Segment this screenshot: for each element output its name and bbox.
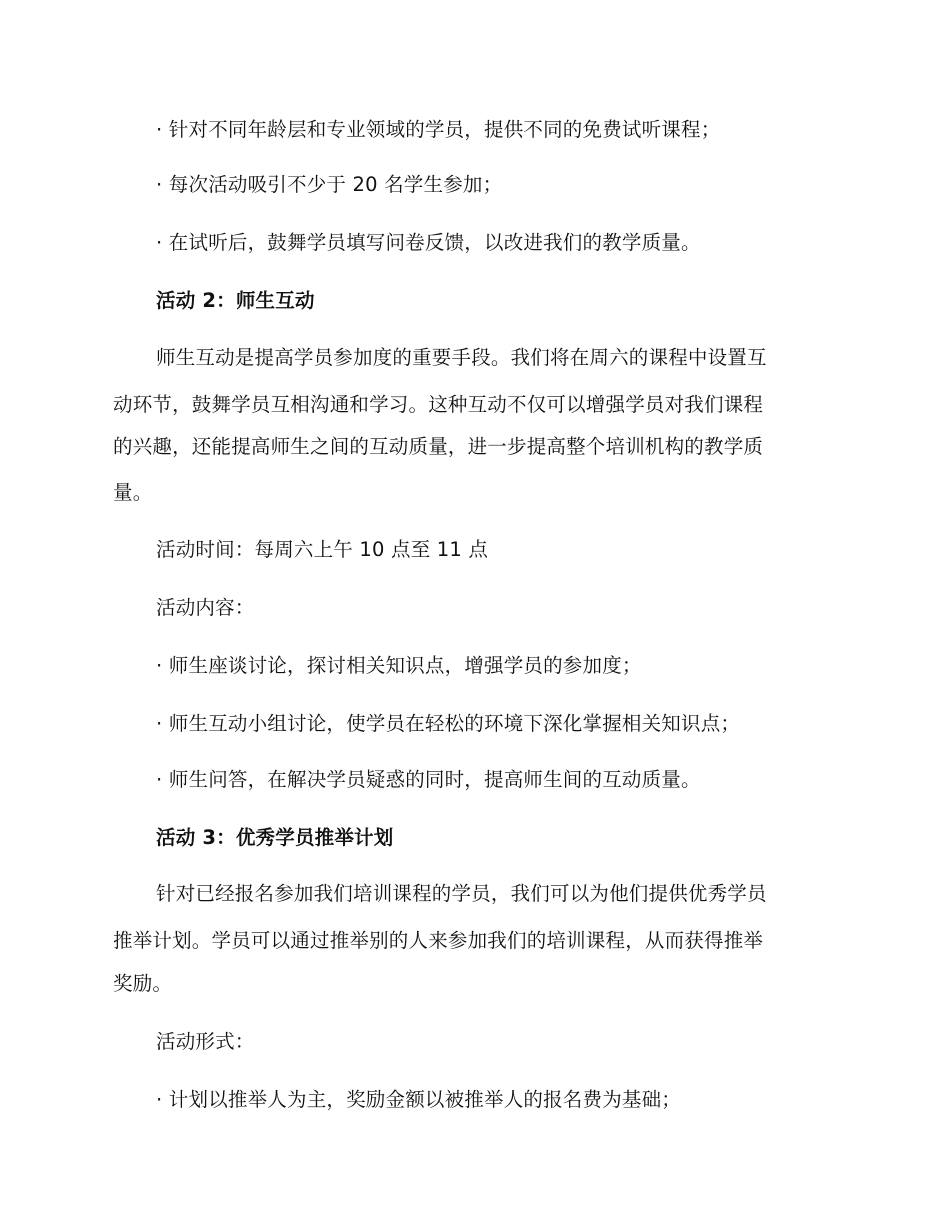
bullet-item: · 针对不同年龄层和专业领域的学员，提供不同的免费试听课程； [156, 118, 721, 141]
bullet-item: · 计划以推举人为主，奖励金额以被推举人的报名费为基础； [156, 1088, 681, 1111]
bullet-item: · 师生问答，在解决学员疑惑的同时，提高师生间的互动质量。 [156, 768, 701, 791]
bullet-item: · 每次活动吸引不少于 20 名学生参加； [156, 173, 503, 196]
section-heading: 活动 3：优秀学员推举计划 [156, 826, 394, 849]
section-heading: 活动 2：师生互动 [156, 289, 315, 312]
paragraph-line: 针对已经报名参加我们培训课程的学员，我们可以为他们提供优秀学员 [156, 882, 767, 905]
paragraph-line: 活动形式： [156, 1030, 255, 1053]
paragraph-line: 奖励。 [113, 972, 173, 995]
paragraph-line: 推举计划。学员可以通过推举别的人来参加我们的培训课程，从而获得推举 [113, 929, 764, 952]
paragraph-line: 量。 [113, 481, 153, 504]
bullet-item: · 师生互动小组讨论，使学员在轻松的环境下深化掌握相关知识点； [156, 712, 741, 735]
paragraph-line: 活动内容： [156, 596, 255, 619]
paragraph-line: 师生互动是提高学员参加度的重要手段。我们将在周六的课程中设置互 [156, 346, 767, 369]
paragraph-line: 活动时间：每周六上午 10 点至 11 点 [156, 538, 489, 561]
paragraph-line: 的兴趣，还能提高师生之间的互动质量，进一步提高整个培训机构的教学质 [113, 435, 764, 458]
bullet-item: · 师生座谈讨论，探讨相关知识点，增强学员的参加度； [156, 654, 642, 677]
bullet-item: · 在试听后，鼓舞学员填写问卷反馈，以改进我们的教学质量。 [156, 231, 701, 254]
paragraph-line: 动环节，鼓舞学员互相沟通和学习。这种互动不仅可以增强学员对我们课程 [113, 393, 764, 416]
